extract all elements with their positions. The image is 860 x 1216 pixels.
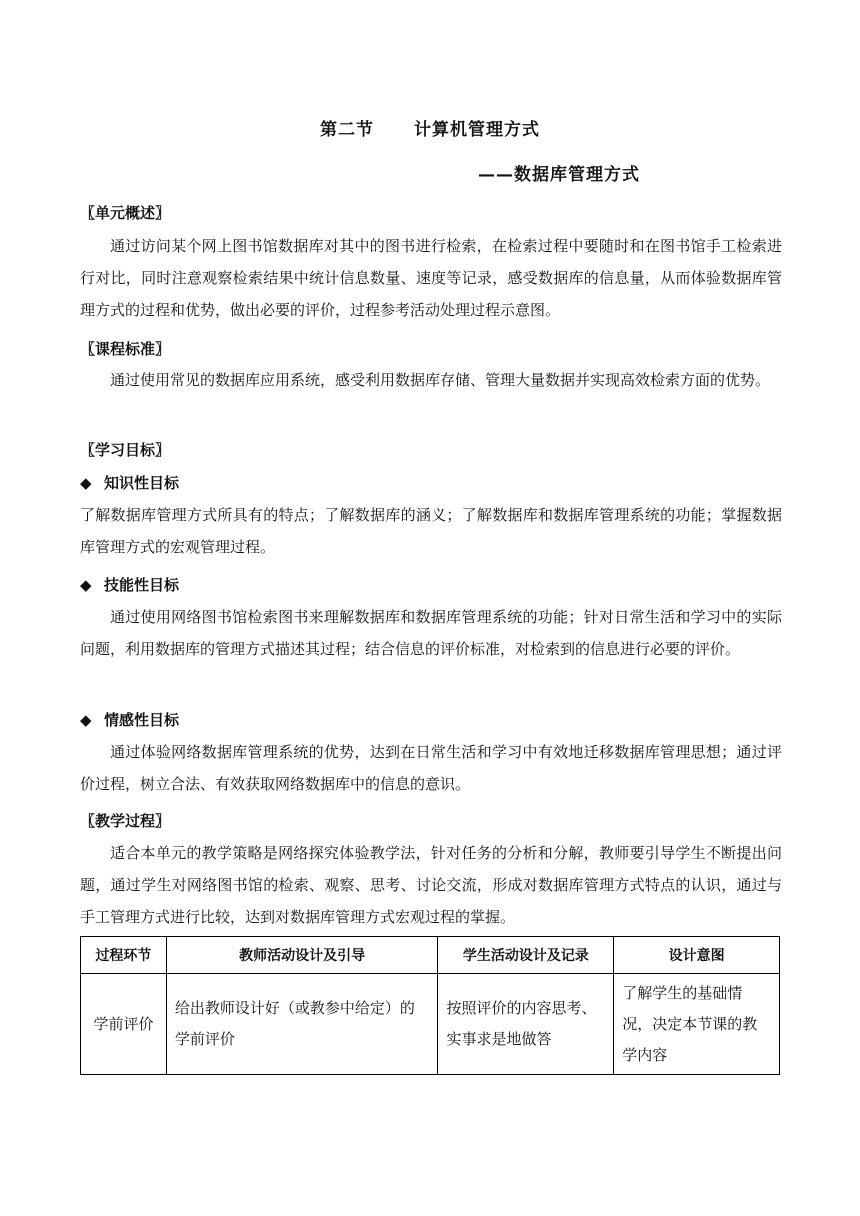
diamond-bullet-icon: ◆ bbox=[80, 576, 92, 594]
section-name: 计算机管理方式 bbox=[414, 120, 540, 140]
skill-objective-label: ◆ 技能性目标 bbox=[80, 576, 180, 594]
heading-overview: 〖单元概述〗 bbox=[80, 204, 171, 222]
table-header-row bbox=[81, 937, 780, 974]
heading-objectives: 〖学习目标〗 bbox=[80, 441, 171, 459]
table-cell-intent: 了解学生的基础情况，决定本节课的教学内容 bbox=[614, 974, 780, 1075]
table-header-cell: 设计意图 bbox=[614, 937, 780, 974]
table-row bbox=[81, 974, 780, 1075]
table-header-cell: 过程环节 bbox=[81, 937, 167, 974]
skill-objective-paragraph: 通过使用网络图书馆检索图书来理解数据库和数据库管理系统的功能；针对日常生活和学习中的实际问题，利用数据库的管理方式描述其过程；结合信息的评价标准，对检索到的信息进行必要的评价。 bbox=[80, 608, 782, 658]
table-cell-student: 按照评价的内容思考、实事求是地做答 bbox=[438, 974, 614, 1075]
overview-paragraph: 通过访问某个网上图书馆数据库对其中的图书进行检索，在检索过程中要随时和在图书馆手工检索进行对比，同时注意观察检索结果中统计信息数量、速度等记录，感受数据库的信息量，从而体验数据库管理方式的过程和优势，做出必要的评价，过程参考活动处理过程示意图。 bbox=[80, 237, 782, 319]
section-number: 第二节 bbox=[320, 120, 374, 140]
table-header-cell: 教师活动设计及引导 bbox=[166, 937, 438, 974]
diamond-bullet-icon: ◆ bbox=[80, 711, 92, 729]
emotion-objective-label: ◆ 情感性目标 bbox=[80, 711, 180, 729]
process-paragraph: 适合本单元的教学策略是网络探究体验教学法，针对任务的分析和分解，教师要引导学生不断提出问题，通过学生对网络图书馆的检索、观察、思考、讨论交流，形成对数据库管理方式特点的认识，通过与手工管理方式进行比较，达到对数据库管理方式宏观过程的掌握。 bbox=[80, 844, 782, 926]
diamond-bullet-icon: ◆ bbox=[80, 474, 92, 492]
knowledge-objective-label: ◆ 知识性目标 bbox=[80, 474, 180, 492]
table-header-cell: 学生活动设计及记录 bbox=[438, 937, 614, 974]
heading-standard: 〖课程标准〗 bbox=[80, 340, 171, 358]
section-title bbox=[0, 115, 860, 140]
emotion-objective-paragraph: 通过体验网络数据库管理系统的优势，达到在日常生活和学习中有效地迁移数据库管理思想；通过评价过程，树立合法、有效获取网络数据库中的信息的意识。 bbox=[80, 743, 782, 793]
teaching-process-table bbox=[80, 936, 780, 1075]
section-subtitle: ——数据库管理方式 bbox=[478, 165, 640, 185]
standard-paragraph: 通过使用常见的数据库应用系统，感受利用数据库存储、管理大量数据并实现高效检索方面的优势。 bbox=[110, 371, 771, 389]
knowledge-objective-paragraph: 了解数据库管理方式所具有的特点；了解数据库的涵义；了解数据库和数据库管理系统的功能；掌握数据库管理方式的宏观管理过程。 bbox=[80, 506, 782, 556]
heading-process: 〖教学过程〗 bbox=[80, 812, 171, 830]
table-cell-stage: 学前评价 bbox=[81, 974, 167, 1075]
table-cell-teacher: 给出教师设计好（或教参中给定）的学前评价 bbox=[166, 974, 438, 1075]
